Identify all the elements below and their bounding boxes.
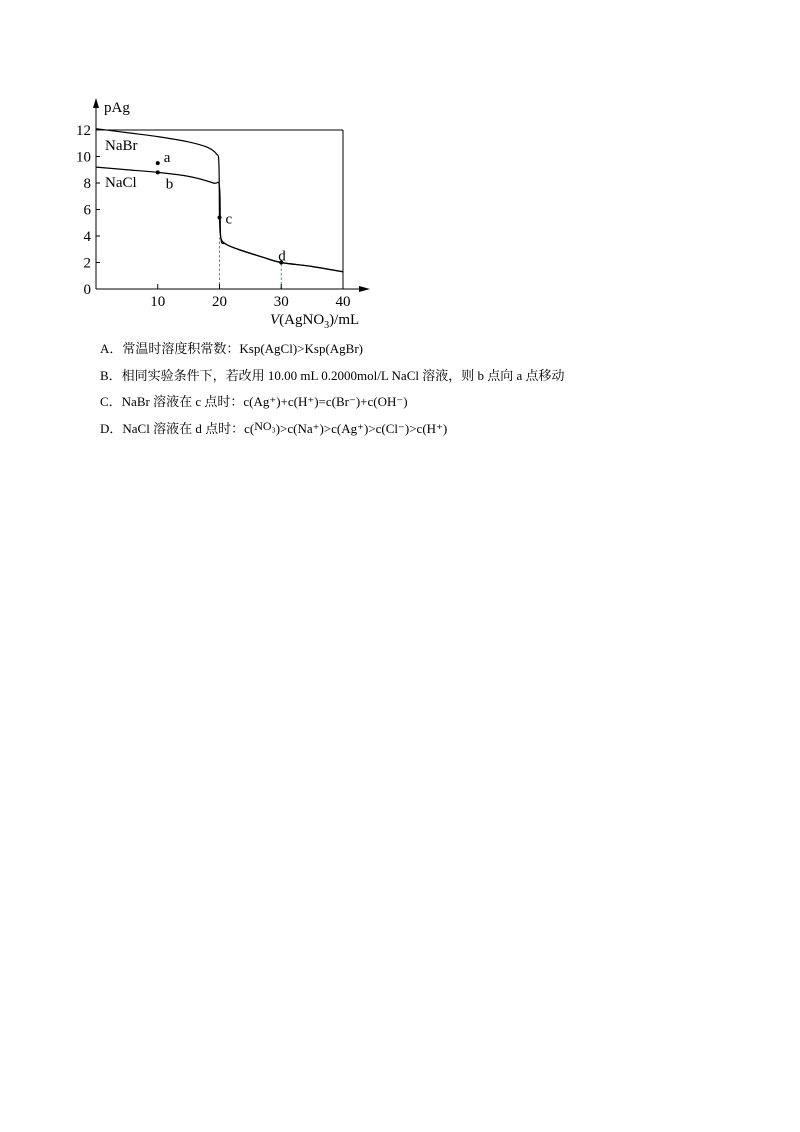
- x-tick-label-40: 40: [335, 294, 351, 310]
- option-b: B．相同实验条件下，若改用 10.00 mL 0.2000mol/L NaCl 溶液，则 b 点向 a 点移动: [100, 367, 565, 383]
- series-layer: [96, 129, 343, 272]
- point-d-label: d: [278, 248, 286, 265]
- option-d: [100, 420, 780, 438]
- y-axis-label: pAg: [104, 100, 130, 116]
- series-label-nacl: NaCl: [105, 175, 137, 191]
- y-tick-label-6: 6: [83, 202, 91, 219]
- option-c: C．NaBr 溶液在 c 点时：c(Ag⁺)+c(H⁺)=c(Br⁻)+c(OH⁻): [100, 394, 408, 409]
- option-d-nitrate: NO₃: [254, 418, 276, 433]
- y-axis-arrow: [93, 98, 99, 108]
- x-tick-label-30: 30: [273, 294, 289, 310]
- y-tick-label-2: 2: [83, 255, 91, 272]
- x-tick-label-20: 20: [212, 294, 227, 310]
- y-tick-label-10: 10: [76, 149, 91, 166]
- y-tick-label-8: 8: [83, 176, 91, 192]
- axis-layer: [76, 98, 370, 310]
- option-d-prefix: D．NaCl 溶液在 d 点时：c(: [100, 420, 255, 436]
- point-c-label: c: [225, 211, 233, 228]
- answer-options: [100, 340, 780, 446]
- x-tick-label-10: 10: [150, 294, 166, 310]
- y-tick-label-4: 4: [83, 229, 91, 245]
- point-layer: [156, 150, 287, 264]
- point-c-marker: [218, 215, 222, 219]
- option-d-suffix: )>c(Na⁺)>c(Ag⁺)>c(Cl⁻)>c(H⁺): [275, 420, 448, 436]
- point-a-marker: [156, 161, 160, 165]
- x-axis-label-main: (AgNO: [279, 312, 325, 328]
- x-axis-label-end: )/mL: [329, 312, 360, 328]
- point-b-marker: [156, 170, 160, 174]
- option-a: A．常温时溶度积常数：Ksp(AgCl)>Ksp(AgBr): [100, 341, 363, 356]
- y-tick-label-12: 12: [76, 123, 91, 139]
- series-label-nabr: NaBr: [105, 138, 138, 154]
- point-b-label: b: [165, 176, 174, 193]
- y-tick-label-0: 0: [83, 282, 91, 298]
- x-axis-label-subscript: 3: [324, 320, 330, 331]
- x-axis-label-italic: V: [270, 312, 280, 328]
- x-axis-label: [270, 312, 359, 331]
- point-a-label: a: [163, 150, 171, 167]
- titration-chart: [60, 88, 400, 333]
- x-axis-arrow: [359, 286, 370, 292]
